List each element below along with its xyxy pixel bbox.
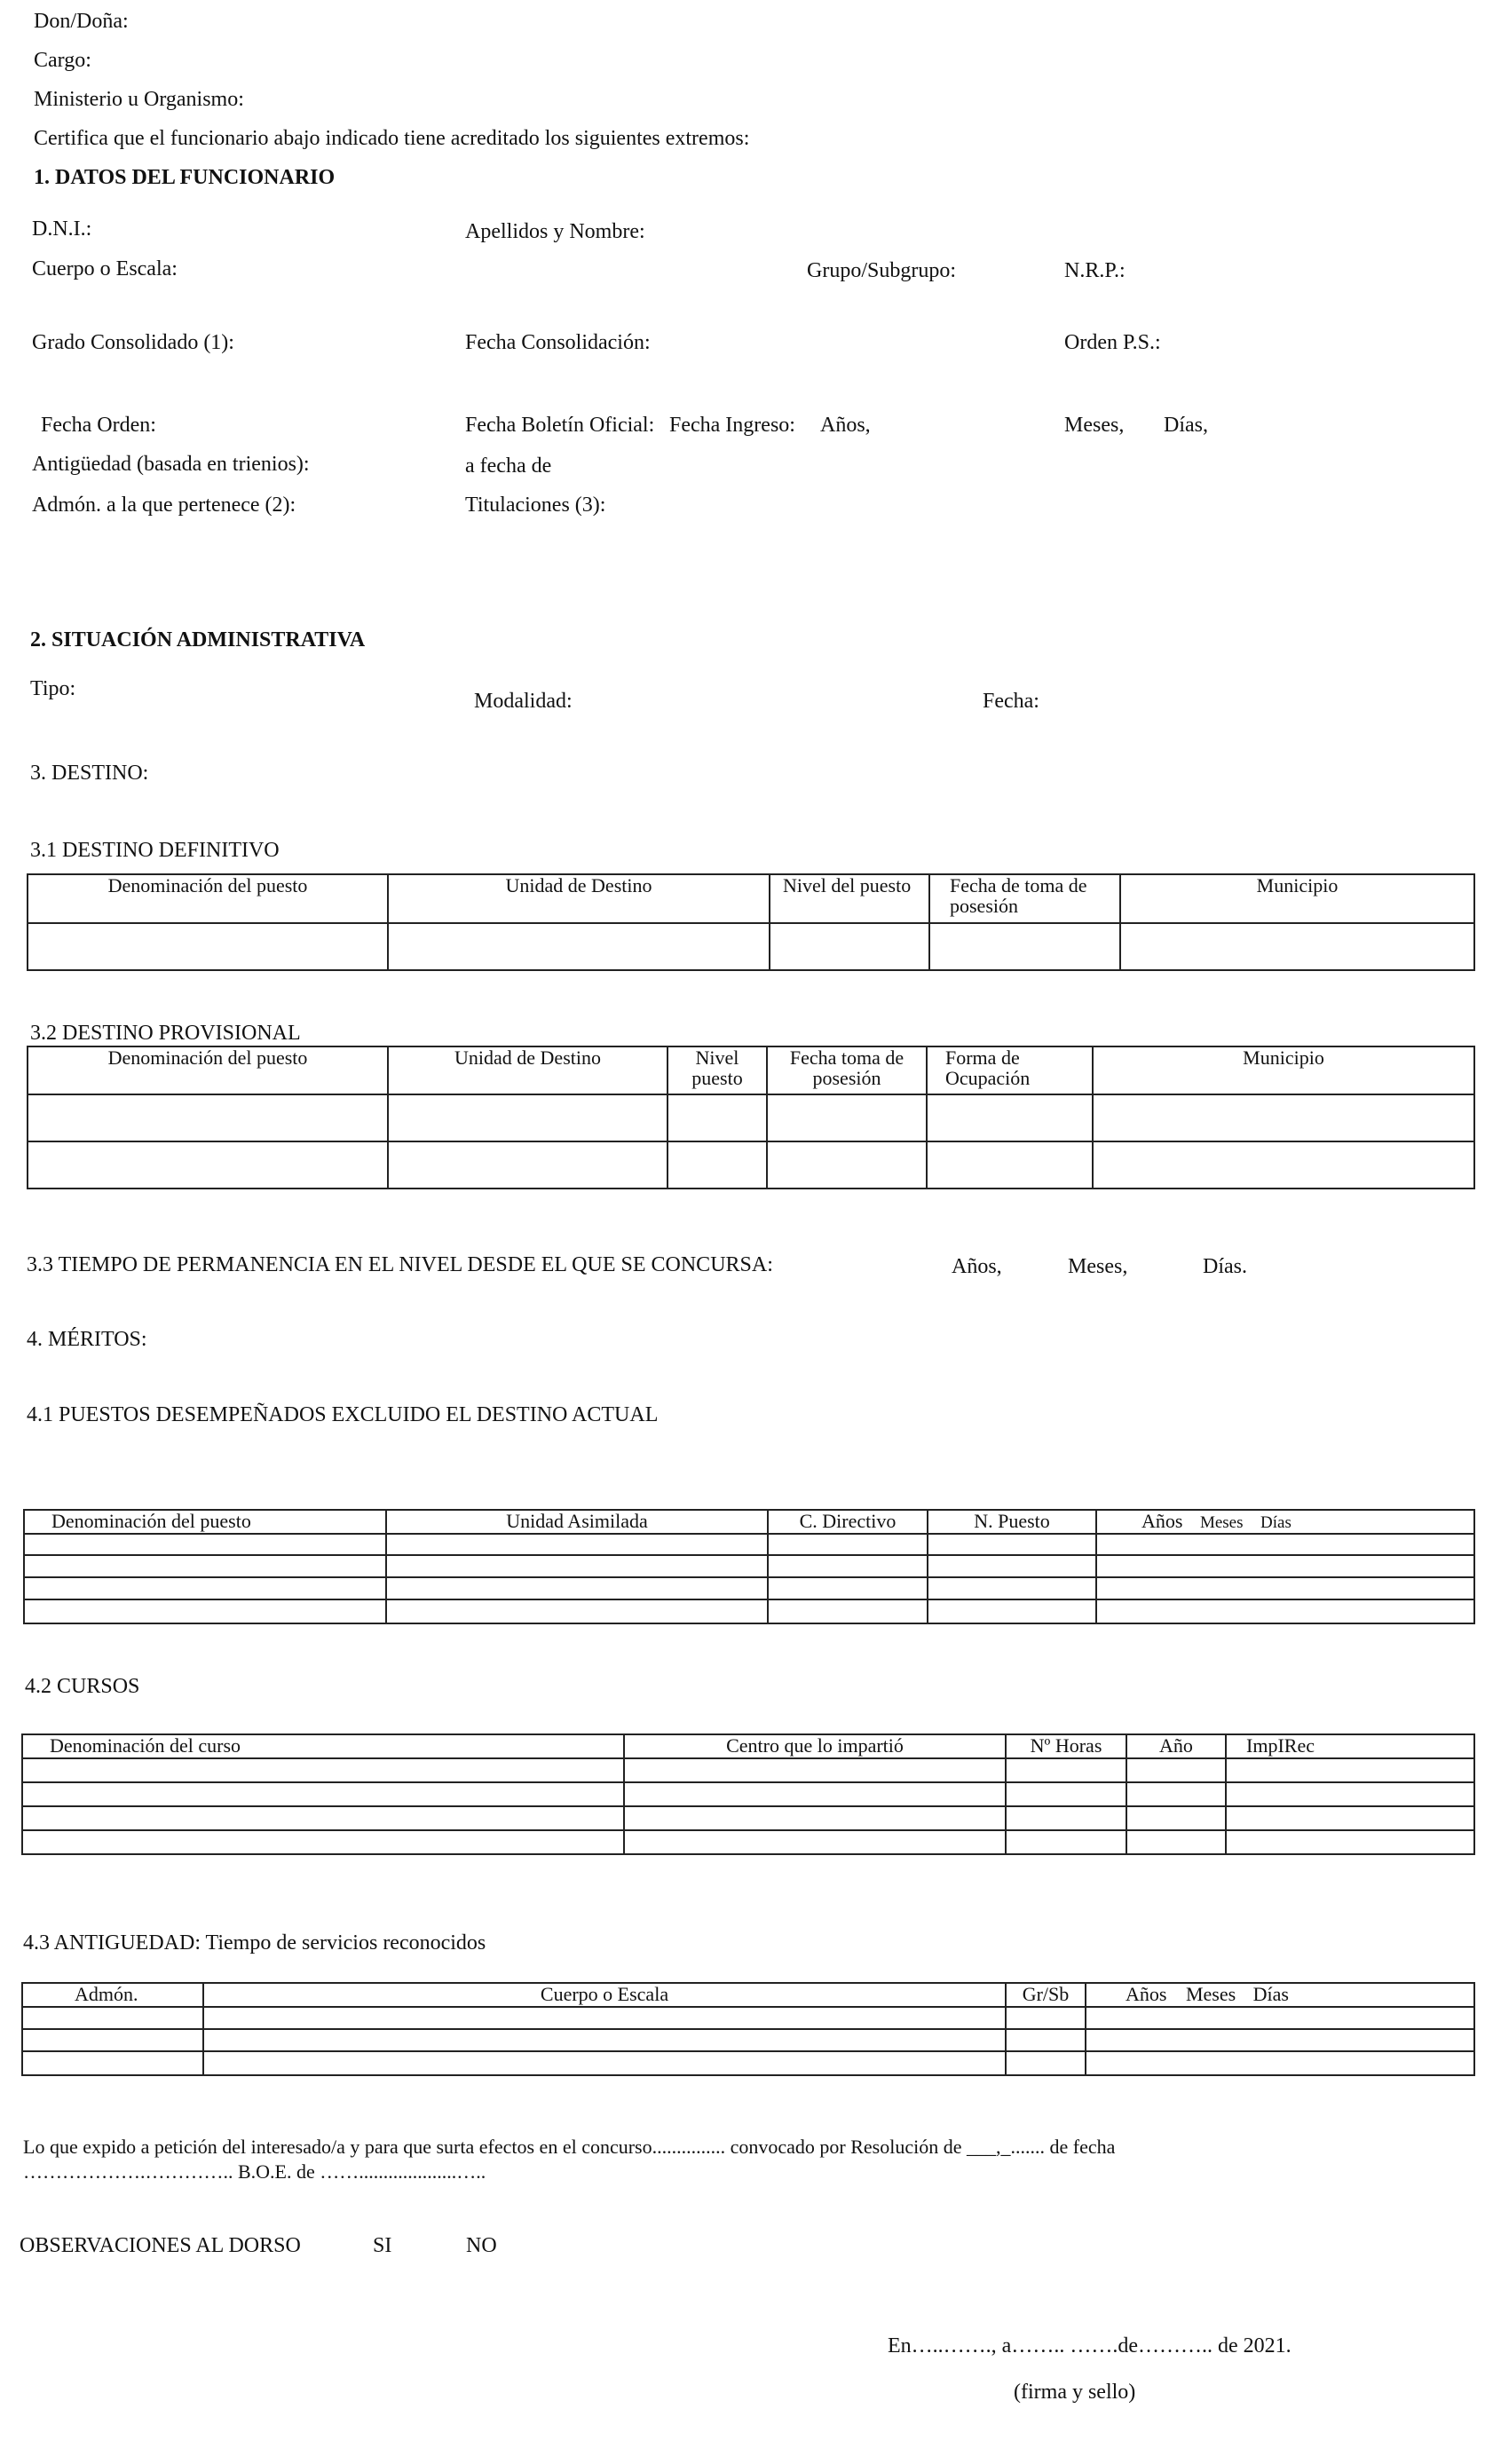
destino-definitivo-title: 3.1 DESTINO DEFINITIVO <box>30 839 280 862</box>
cursos-cell[interactable] <box>1226 1806 1474 1830</box>
antig-cell[interactable] <box>1086 2029 1474 2051</box>
prov-cell[interactable] <box>927 1141 1093 1189</box>
prov-header-forma: Forma de Ocupación <box>927 1046 1093 1094</box>
puestos-cell[interactable] <box>386 1577 768 1599</box>
apellidos-label: Apellidos y Nombre: <box>465 220 645 243</box>
puestos-cell[interactable] <box>928 1577 1096 1599</box>
cursos-cell[interactable] <box>22 1758 624 1782</box>
def-cell-unidad[interactable] <box>388 923 770 970</box>
prov-cell[interactable] <box>28 1094 388 1141</box>
fecha-consolidacion-label: Fecha Consolidación: <box>465 331 651 354</box>
cursos-header-denominacion: Denominación del curso <box>22 1734 624 1758</box>
prov-cell[interactable] <box>767 1094 927 1141</box>
cursos-cell[interactable] <box>1006 1782 1126 1806</box>
antig-cell[interactable] <box>203 2051 1006 2075</box>
tiempo-permanencia-label: 3.3 TIEMPO DE PERMANENCIA EN EL NIVEL DESDE EL QUE SE CONCURSA: <box>27 1253 773 1276</box>
prov-header-fecha: Fecha toma de posesión <box>767 1046 927 1094</box>
antig-cell[interactable] <box>203 2007 1006 2029</box>
cuerpo-label: Cuerpo o Escala: <box>32 257 178 280</box>
puestos-header-directivo: C. Directivo <box>768 1510 928 1534</box>
cursos-cell[interactable] <box>624 1806 1006 1830</box>
tiempo-dias-label: Días. <box>1203 1255 1247 1278</box>
def-cell-fecha[interactable] <box>929 923 1120 970</box>
grado-label: Grado Consolidado (1): <box>32 331 234 354</box>
section4-title: 4. MÉRITOS: <box>27 1328 147 1351</box>
prov-cell[interactable] <box>388 1094 668 1141</box>
cursos-cell[interactable] <box>624 1782 1006 1806</box>
section3-title: 3. DESTINO: <box>30 762 149 785</box>
puestos-cell[interactable] <box>768 1577 928 1599</box>
cursos-cell[interactable] <box>1226 1758 1474 1782</box>
observaciones-label: OBSERVACIONES AL DORSO <box>20 2234 301 2257</box>
modalidad-label: Modalidad: <box>474 690 573 713</box>
antig-cell[interactable] <box>22 2029 203 2051</box>
def-cell-municipio[interactable] <box>1120 923 1474 970</box>
cursos-cell[interactable] <box>22 1830 624 1854</box>
def-cell-denominacion[interactable] <box>28 923 388 970</box>
tiempo-anos-label: Años, <box>952 1255 1002 1278</box>
prov-cell[interactable] <box>767 1141 927 1189</box>
dias-label: Días, <box>1164 414 1208 437</box>
puestos-cell[interactable] <box>768 1555 928 1577</box>
def-header-unidad: Unidad de Destino <box>388 874 770 923</box>
orden-ps-label: Orden P.S.: <box>1064 331 1161 354</box>
puestos-cell[interactable] <box>24 1555 386 1577</box>
puestos-cell[interactable] <box>386 1534 768 1555</box>
puestos-header-meses: Meses <box>1199 1513 1244 1532</box>
cursos-header-centro: Centro que lo impartió <box>624 1734 1006 1758</box>
def-header-nivel: Nivel del puesto <box>770 874 929 923</box>
cursos-cell[interactable] <box>1226 1782 1474 1806</box>
antig-header-meses: Meses <box>1185 1983 1236 2005</box>
cursos-title: 4.2 CURSOS <box>25 1675 140 1698</box>
destino-provisional-title: 3.2 DESTINO PROVISIONAL <box>30 1022 301 1045</box>
antig-cell[interactable] <box>1006 2007 1086 2029</box>
prov-header-denominacion: Denominación del puesto <box>28 1046 388 1094</box>
admon-label: Admón. a la que pertenece (2): <box>32 494 296 517</box>
antig-header-grsb: Gr/Sb <box>1006 1983 1086 2007</box>
puestos-cell[interactable] <box>386 1599 768 1623</box>
cursos-cell[interactable] <box>1126 1830 1226 1854</box>
certificacion-line1: Lo que expido a petición del interesado/a y para que surta efectos en el concurso............... convocado por Resolución de ___,_....... de fecha <box>23 2136 1116 2158</box>
cursos-cell[interactable] <box>1126 1782 1226 1806</box>
fecha-boe-label: Fecha Boletín Oficial: <box>465 414 655 437</box>
dni-label: D.N.I.: <box>32 217 92 241</box>
puestos-cell[interactable] <box>928 1555 1096 1577</box>
fecha-ingreso-label: Fecha Ingreso: <box>669 414 795 437</box>
antig-cell[interactable] <box>1006 2051 1086 2075</box>
cursos-header-imp: ImpIRec <box>1226 1734 1474 1758</box>
section2-title: 2. SITUACIÓN ADMINISTRATIVA <box>30 628 366 652</box>
puestos-header-anos: Años <box>1141 1510 1183 1532</box>
puestos-header-tiempo <box>1096 1510 1474 1534</box>
a-fecha-label: a fecha de <box>465 454 552 478</box>
fecha-situacion-label: Fecha: <box>983 690 1039 713</box>
puestos-cell[interactable] <box>768 1599 928 1623</box>
cursos-cell[interactable] <box>1126 1758 1226 1782</box>
meses-label: Meses, <box>1064 414 1125 437</box>
def-header-municipio: Municipio <box>1120 874 1474 923</box>
puestos-header-denominacion: Denominación del puesto <box>24 1510 386 1534</box>
antiguedad-label: Antigüedad (basada en trienios): <box>32 453 310 476</box>
tipo-label: Tipo: <box>30 677 76 700</box>
prov-header-municipio: Municipio <box>1093 1046 1474 1094</box>
certificacion-line2: ……………….………….. B.O.E. de ……....................….. <box>23 2160 486 2183</box>
titulaciones-label: Titulaciones (3): <box>465 494 606 517</box>
prov-cell[interactable] <box>1093 1141 1474 1189</box>
prov-cell[interactable] <box>28 1141 388 1189</box>
cursos-cell[interactable] <box>22 1782 624 1806</box>
puestos-cell[interactable] <box>24 1534 386 1555</box>
antiguedad-table <box>21 1982 1475 2076</box>
anos-label: Años, <box>820 414 871 437</box>
cursos-cell[interactable] <box>624 1830 1006 1854</box>
prov-cell[interactable] <box>388 1141 668 1189</box>
antig-header-tiempo <box>1086 1983 1474 2007</box>
def-header-denominacion: Denominación del puesto <box>28 874 388 923</box>
puestos-cell[interactable] <box>928 1534 1096 1555</box>
cursos-cell[interactable] <box>624 1758 1006 1782</box>
antig-header-dias: Días <box>1252 1983 1289 2005</box>
puestos-header-dias: Días <box>1260 1513 1292 1532</box>
antig-cell[interactable] <box>22 2051 203 2075</box>
grupo-label: Grupo/Subgrupo: <box>807 259 956 282</box>
puestos-header-unidad: Unidad Asimilada <box>386 1510 768 1534</box>
firma-sello: (firma y sello) <box>1014 2381 1136 2404</box>
puestos-cell[interactable] <box>1096 1555 1474 1577</box>
cursos-table <box>21 1733 1475 1855</box>
don-label: Don/Doña: <box>34 10 129 33</box>
fecha-orden-label: Fecha Orden: <box>41 414 156 437</box>
puestos-cell[interactable] <box>928 1599 1096 1623</box>
antig-cell[interactable] <box>22 2007 203 2029</box>
cursos-cell[interactable] <box>1226 1830 1474 1854</box>
def-header-fecha: Fecha de toma de posesión <box>929 874 1120 923</box>
puestos-cell[interactable] <box>24 1577 386 1599</box>
destino-definitivo-table <box>27 873 1475 971</box>
prov-cell[interactable] <box>668 1141 767 1189</box>
destino-provisional-table <box>27 1046 1475 1189</box>
puestos-header-npuesto: N. Puesto <box>928 1510 1096 1534</box>
cursos-cell[interactable] <box>1006 1758 1126 1782</box>
cursos-cell[interactable] <box>1126 1806 1226 1830</box>
def-cell-nivel[interactable] <box>770 923 929 970</box>
antig-header-cuerpo: Cuerpo o Escala <box>203 1983 1006 2007</box>
prov-cell[interactable] <box>668 1094 767 1141</box>
certifica-text: Certifica que el funcionario abajo indicado tiene acreditado los siguientes extremos: <box>34 127 750 150</box>
antiguedad-title: 4.3 ANTIGUEDAD: Tiempo de servicios reconocidos <box>23 1931 486 1955</box>
antig-cell[interactable] <box>203 2029 1006 2051</box>
prov-header-unidad: Unidad de Destino <box>388 1046 668 1094</box>
cargo-label: Cargo: <box>34 49 91 72</box>
puestos-cell[interactable] <box>1096 1534 1474 1555</box>
puestos-title: 4.1 PUESTOS DESEMPEÑADOS EXCLUIDO EL DESTINO ACTUAL <box>27 1403 659 1426</box>
tiempo-meses-label: Meses, <box>1068 1255 1128 1278</box>
antig-cell[interactable] <box>1086 2051 1474 2075</box>
prov-header-nivel: Nivel puesto <box>668 1046 767 1094</box>
cursos-header-horas: Nº Horas <box>1006 1734 1126 1758</box>
section1-title: 1. DATOS DEL FUNCIONARIO <box>34 166 336 189</box>
cursos-cell[interactable] <box>1006 1830 1126 1854</box>
observaciones-no[interactable]: NO <box>466 2234 497 2257</box>
nrp-label: N.R.P.: <box>1064 259 1126 282</box>
prov-cell[interactable] <box>1093 1094 1474 1141</box>
puestos-cell[interactable] <box>1096 1577 1474 1599</box>
puestos-table <box>23 1509 1475 1624</box>
puestos-cell[interactable] <box>24 1599 386 1623</box>
ministerio-label: Ministerio u Organismo: <box>34 88 244 111</box>
cursos-cell[interactable] <box>1006 1806 1126 1830</box>
puestos-cell[interactable] <box>386 1555 768 1577</box>
antig-header-anos: Años <box>1126 1983 1167 2005</box>
cursos-cell[interactable] <box>22 1806 624 1830</box>
antig-cell[interactable] <box>1006 2029 1086 2051</box>
observaciones-si[interactable]: SI <box>373 2234 392 2257</box>
cursos-header-ano: Año <box>1126 1734 1226 1758</box>
puestos-cell[interactable] <box>768 1534 928 1555</box>
puestos-cell[interactable] <box>1096 1599 1474 1623</box>
antig-header-admon: Admón. <box>22 1983 203 2007</box>
antig-cell[interactable] <box>1086 2007 1474 2029</box>
lugar-fecha: En…..……., a…….. …….de……….. de 2021. <box>888 2334 1292 2357</box>
prov-cell[interactable] <box>927 1094 1093 1141</box>
